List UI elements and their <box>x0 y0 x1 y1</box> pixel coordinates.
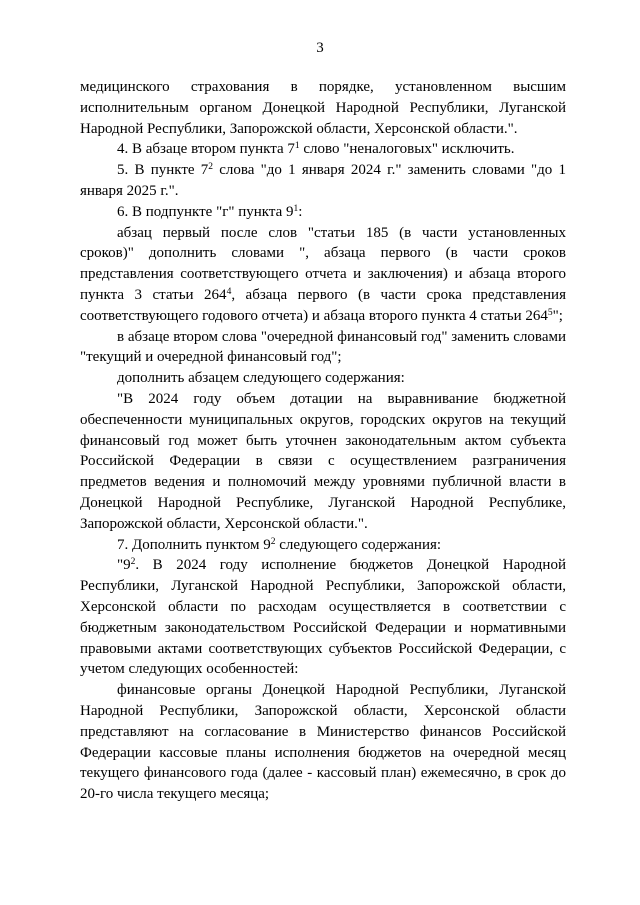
paragraph <box>80 77 566 139</box>
text-run: 4. В абзаце втором пункта 7 <box>117 141 295 158</box>
text-run: медицинского страхования в порядке, установленном высшим исполнительным органом Донецкой Народной Республики, Луганской Народной Республики, Запорожской области, Херсонской области.". <box>80 79 566 137</box>
text-run: . В 2024 году исполнение бюджетов Донецкой Народной Республики, Луганской Народной Республики, Запорожской области, Херсонской области по расходам осуществляется в соответствии с бюджетным законодательством Российской Федерации и нормативными правовыми актами соответствующих субъектов Российской Федерации, с учетом следующих особенностей: <box>80 557 566 678</box>
text-run: "В 2024 году объем дотации на выравнивание бюджетной обеспеченности муниципальных округов, городских округов на текущий финансовый год может быть уточнен законодательным актом субъекта Российской Федерации в связи с осуществлением разграничения предметов ведения и полномочий между уровнями публичной власти в Донецкой Народной Республике, Луганской Народной Республике, Запорожской области, Херсонской области.". <box>80 390 566 532</box>
superscript: 2 <box>270 536 276 547</box>
text-run: дополнить абзацем следующего содержания: <box>117 370 405 387</box>
page-number: 3 <box>316 40 324 56</box>
paragraph <box>80 535 566 556</box>
text-run: финансовые органы Донецкой Народной Республики, Луганской Народной Республики, Запорожской области, Херсонской области представляют на согласование в Министерство финансов Российской Федерации кассовые планы исполнения бюджетов на очередной месяц текущего финансового года (далее - кассовый план) ежемесячно, в срок до 20-го числа текущего месяца; <box>80 682 566 803</box>
paragraph <box>80 368 566 389</box>
superscript: 2 <box>130 557 136 568</box>
paragraph <box>80 389 566 535</box>
superscript: 1 <box>293 203 299 214</box>
document-body <box>80 77 566 805</box>
text-run: "; <box>552 307 563 324</box>
text-run: 7. Дополнить пунктом 9 <box>117 536 271 553</box>
paragraph <box>80 202 566 223</box>
text-run: в абзаце втором слова "очередной финансовый год" заменить словами "текущий и очередной финансовый год"; <box>80 328 566 366</box>
text-run: 6. В подпункте "г" пункта 9 <box>117 203 294 220</box>
text-run: абзац первый после слов "статьи 185 (в части установленных сроков)" дополнить словами ", абзаца первого (в части сроков представления соответствующего отчета и заключения) и абзаца второго пункта 3 статьи 264 <box>80 224 566 303</box>
text-run: , абзаца первого (в части срока представления соответствующего годового отчета) и абзаца второго пункта 4 статьи 264 <box>80 286 566 324</box>
text-run: следующего содержания: <box>275 536 442 553</box>
paragraph <box>80 160 566 202</box>
superscript: 2 <box>208 162 214 173</box>
text-run: слово "неналоговых" исключить. <box>299 141 515 158</box>
paragraph <box>80 223 566 327</box>
superscript: 1 <box>294 141 300 152</box>
superscript: 5 <box>547 307 553 318</box>
superscript: 4 <box>226 286 232 297</box>
paragraph <box>80 680 566 805</box>
paragraph <box>80 555 566 680</box>
paragraph <box>80 139 566 160</box>
text-run: слова "до 1 января 2024 г." заменить словами "до 1 января 2025 г.". <box>80 162 566 199</box>
paragraph <box>80 327 566 369</box>
text-run: 5. В пункте 7 <box>117 162 209 179</box>
text-run: "9 <box>117 557 131 574</box>
text-run: : <box>298 203 303 220</box>
